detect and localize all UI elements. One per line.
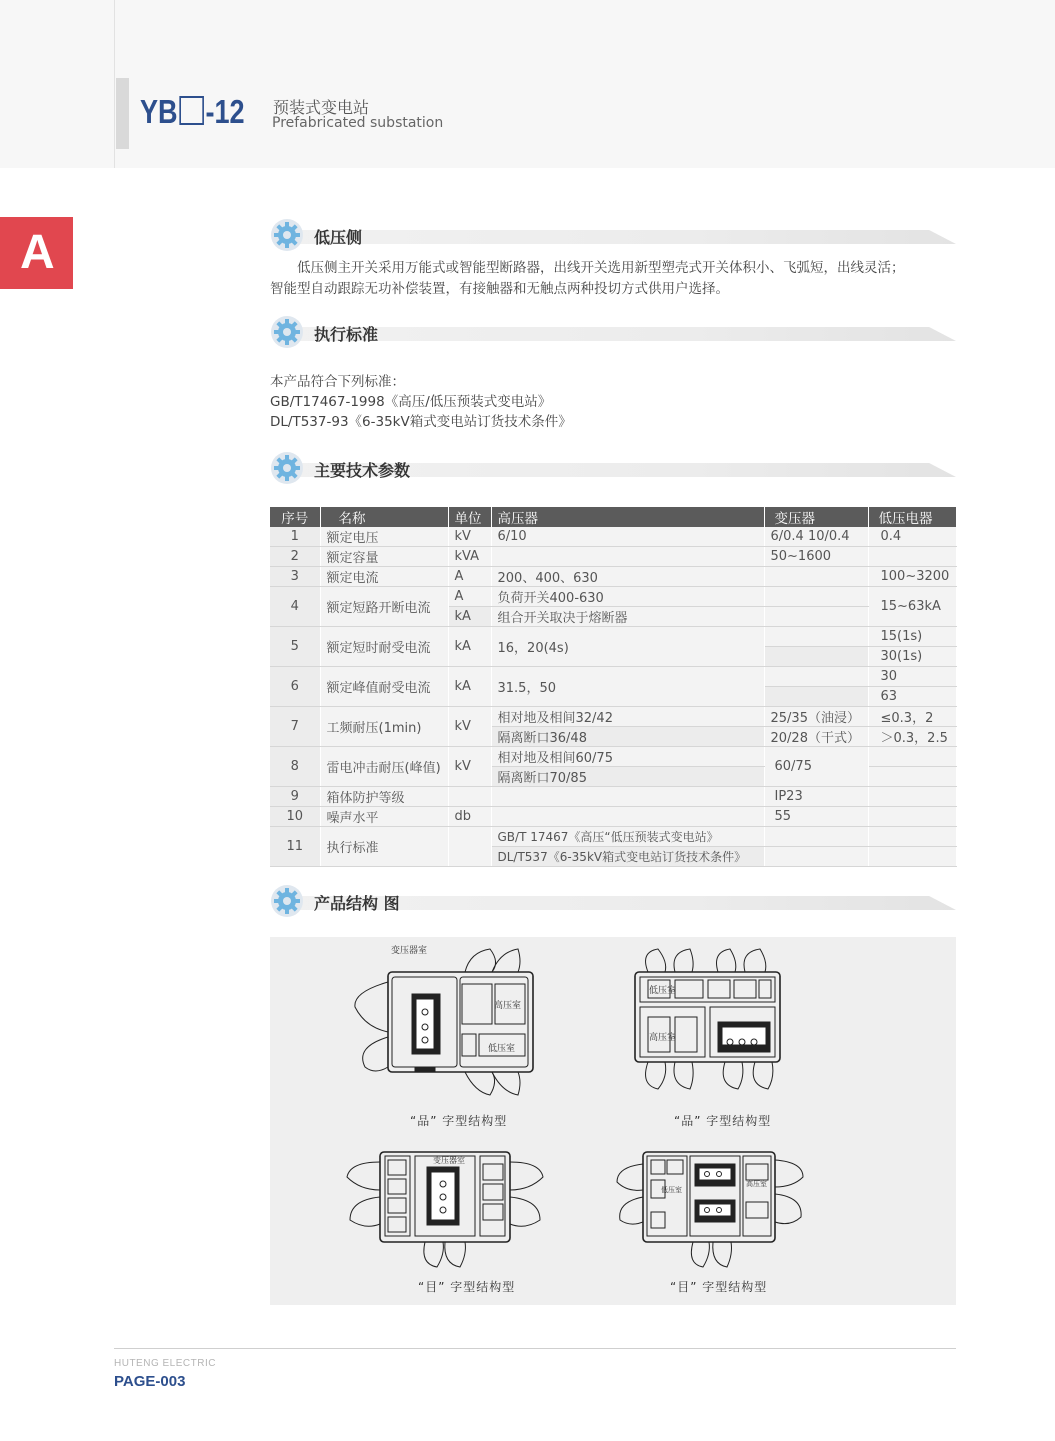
gear-icon: [270, 218, 304, 252]
gear-icon: [270, 884, 304, 918]
cell: 30: [868, 667, 956, 687]
room-label-transformer: 变压器室: [391, 946, 428, 956]
cell: kV: [448, 747, 491, 787]
header-accent-bar: [116, 78, 129, 149]
cell: [448, 827, 491, 867]
cell: [764, 647, 868, 667]
cell: 0.4: [868, 527, 956, 547]
header-lv: 低压电器: [868, 507, 956, 527]
cell: IP23: [764, 787, 868, 807]
chapter-tab: [0, 217, 73, 289]
cell: [764, 847, 868, 867]
cell: 6/10: [491, 527, 764, 547]
cell: 15(1s): [868, 627, 956, 647]
cell: 63: [868, 687, 956, 707]
cell: 60/75: [764, 747, 868, 787]
table-row: [270, 547, 956, 567]
product-code: [140, 92, 245, 132]
cell: [868, 787, 956, 807]
gear-icon: [270, 315, 304, 349]
standard-gb: GB/T17467-1998《高压/低压预装式变电站》: [270, 394, 552, 410]
cell: 8: [270, 747, 320, 787]
cell: DL/T537《6-35kV箱式变电站订货技术条件》: [491, 847, 764, 867]
cell: 相对地及相间32/42: [491, 707, 764, 727]
section-title: 主要技术参数: [314, 461, 411, 480]
cell: [491, 807, 764, 827]
cell: 11: [270, 827, 320, 867]
section-header-low-voltage: [270, 218, 956, 254]
cell: kA: [448, 627, 491, 667]
cell: 7: [270, 707, 320, 747]
table-row: [270, 667, 956, 687]
structure-diagram-panel: [270, 937, 956, 1305]
cell: 100~3200: [868, 567, 956, 587]
cell: 额定电压: [320, 527, 448, 547]
table-row: [270, 627, 956, 647]
standards-intro: 本产品符合下列标准：: [270, 374, 405, 390]
room-label-hv: 高压室: [746, 1180, 767, 1188]
cell: kV: [448, 707, 491, 747]
cell: 隔离断口36/48: [491, 727, 764, 747]
cell: 隔离断口70/85: [491, 767, 764, 787]
cell: 4: [270, 587, 320, 627]
footer-brand: HUTENG ELECTRIC: [114, 1358, 216, 1369]
cell: GB/T 17467《高压“低压预装式变电站》: [491, 827, 764, 847]
cell: 15~63kA: [868, 587, 956, 627]
cell: kVA: [448, 547, 491, 567]
cell: [868, 807, 956, 827]
cell: 10: [270, 807, 320, 827]
cell: 3: [270, 567, 320, 587]
cell: 200、400、630: [491, 567, 764, 587]
cell: [764, 587, 868, 607]
header-band: [0, 0, 1055, 168]
room-label-lv: 低压室: [661, 1186, 682, 1194]
cell: [868, 747, 956, 767]
room-label-hv: 高压室: [494, 1001, 522, 1011]
cell: ＞0.3，2.5: [868, 727, 956, 747]
gear-icon: [270, 451, 304, 485]
cell: 9: [270, 787, 320, 807]
room-label-lv: 低压室: [649, 986, 677, 996]
cell: 雷电冲击耐压(峰值): [320, 747, 448, 787]
table-row: [270, 827, 956, 847]
room-label-transformer: 变压器室: [433, 1156, 465, 1165]
cell: 额定峰值耐受电流: [320, 667, 448, 707]
page-title-en: Prefabricated substation: [272, 115, 444, 131]
diagram-caption-3: “目” 字型结构型: [418, 1280, 516, 1294]
cell: [764, 827, 868, 847]
cell: A: [448, 587, 491, 607]
cell: 5: [270, 627, 320, 667]
diagram-caption-1: “品” 字型结构型: [410, 1114, 508, 1128]
diagram-caption-2: “品” 字型结构型: [674, 1114, 772, 1128]
cell: 2: [270, 547, 320, 567]
chapter-letter: A: [20, 226, 55, 279]
page-number: PAGE-003: [114, 1373, 186, 1390]
cell: 负荷开关400-630: [491, 587, 764, 607]
cell: [868, 547, 956, 567]
table-row: [270, 707, 956, 727]
standard-dl: DL/T537-93《6-35kV箱式变电站订货技术条件》: [270, 414, 572, 430]
cell: A: [448, 567, 491, 587]
cell: 16，20(4s): [491, 627, 764, 667]
cell: ≤0.3，2: [868, 707, 956, 727]
section-header-standards: [270, 315, 956, 351]
product-code-suffix: -12: [205, 93, 245, 130]
section-bar: [284, 230, 956, 244]
cell: 25/35（油浸）: [764, 707, 868, 727]
table-row: [270, 567, 956, 587]
header-hv: 高压器: [491, 507, 764, 527]
cell: 箱体防护等级: [320, 787, 448, 807]
product-code-prefix: YB: [140, 93, 178, 130]
cell: [491, 547, 764, 567]
cell: 额定容量: [320, 547, 448, 567]
cell: 6: [270, 667, 320, 707]
cell: 相对地及相间60/75: [491, 747, 764, 767]
cell: 额定短路开断电流: [320, 587, 448, 627]
floorplan-pin-type-2: [630, 947, 790, 1097]
cell: 执行标准: [320, 827, 448, 867]
cell: 50~1600: [764, 547, 868, 567]
cell: [448, 787, 491, 807]
table-row: [270, 747, 956, 767]
cell: [491, 787, 764, 807]
cell: 额定电流: [320, 567, 448, 587]
cell: 1: [270, 527, 320, 547]
cell: [868, 767, 956, 787]
section-title: 低压侧: [314, 228, 363, 247]
section-bar: [284, 327, 956, 341]
cell: 6/0.4 10/0.4: [764, 527, 868, 547]
cell: kA: [448, 607, 491, 627]
cell: db: [448, 807, 491, 827]
cell: 20/28（干式）: [764, 727, 868, 747]
cell: [764, 667, 868, 687]
table-row: [270, 527, 956, 547]
cell: [868, 847, 956, 867]
cell: 55: [764, 807, 868, 827]
table-header-row: [270, 507, 956, 527]
table-row: [270, 807, 956, 827]
header-unit: 单位: [448, 507, 491, 527]
diagram-caption-4: “目” 字型结构型: [670, 1280, 768, 1294]
cell: 30(1s): [868, 647, 956, 667]
cell: 31.5，50: [491, 667, 764, 707]
room-label-hv: 高压室: [649, 1033, 677, 1043]
low-voltage-text-line1: 低压侧主开关采用万能式或智能型断路器，出线开关选用新型塑壳式开关体积小、飞弧短，出线灵活；: [297, 260, 905, 276]
blank-box-icon: [179, 96, 204, 125]
header-divider: [114, 0, 115, 168]
header-no: 序号: [270, 507, 320, 527]
cell: [764, 627, 868, 647]
floorplan-mu-type-2: [615, 1142, 805, 1272]
cell: [764, 607, 868, 627]
cell: kV: [448, 527, 491, 547]
cell: [764, 687, 868, 707]
header-transformer: 变压器: [764, 507, 868, 527]
header-name: 名称: [320, 507, 448, 527]
table-row: [270, 787, 956, 807]
section-header-structure: [270, 884, 956, 920]
cell: kA: [448, 667, 491, 707]
section-title: 产品结构 图: [314, 894, 400, 913]
spec-table: [270, 507, 957, 867]
cell: 噪声水平: [320, 807, 448, 827]
cell: [764, 567, 868, 587]
cell: 额定短时耐受电流: [320, 627, 448, 667]
page-title-cn: 预装式变电站: [273, 98, 370, 117]
room-label-lv: 低压室: [488, 1044, 516, 1054]
cell: [868, 827, 956, 847]
section-title: 执行标准: [314, 325, 379, 344]
cell: 工频耐压(1min): [320, 707, 448, 747]
floorplan-pin-type-1: [350, 947, 550, 1097]
footer-divider: [114, 1348, 956, 1349]
table-row: [270, 587, 956, 607]
cell: 组合开关取决于熔断器: [491, 607, 764, 627]
section-header-params: [270, 451, 956, 487]
low-voltage-text-line2: 智能型自动跟踪无功补偿装置，有接触器和无触点两种投切方式供用户选择。: [270, 281, 729, 297]
